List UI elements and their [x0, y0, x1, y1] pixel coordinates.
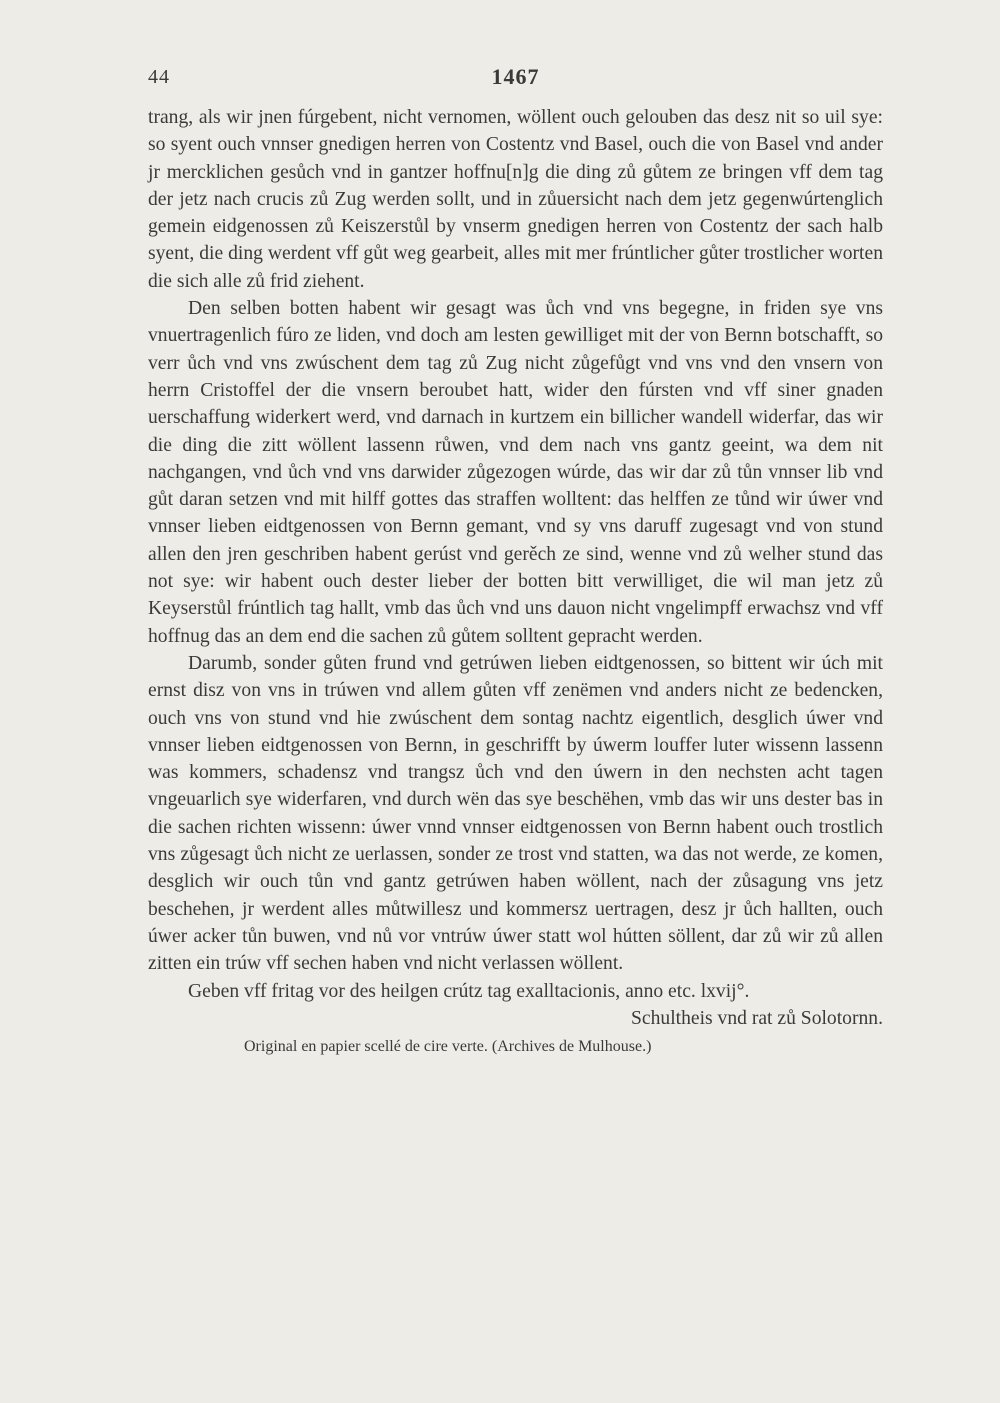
page-header	[148, 66, 883, 94]
paragraph-1: trang, als wir jnen fúrgebent, nicht vernomen, wöllent ouch gelouben das desz nit so uil sye: so syent ouch vnnser gnedigen herren von Costentz vnd Basel, ouch die von Basel vnd ander jr mercklichen gesůch vnd in gantzer hoffnu[n]g die ding zů gůtem ze bringen vff dem tag der jetz nach crucis zů Zug werden sollt, und in zůuersicht nach dem jetz gegenwúrtenglich gemein eidgenossen zů Keiszerstůl by vnserm gnedigen herren von Costentz der sach halb syent, die ding werdent vff gůt weg gearbeit, alles mit mer frúntlicher gůter trostlicher worten die sich alle zů frid ziehent.	[148, 107, 883, 292]
paragraph-3: Darumb, sonder gůten frund vnd getrúwen lieben eidtgenossen, so bittent wir úch mit ernst disz von vns in trúwen vnd allem gůten vff zenëmen vnd anders nicht ze bedencken, ouch vns von stund vnd hie zwúschent dem sontag nachtz eigentlich, desglich úwer vnd vnnser lieben eidtgenossen von Bernn, in geschrifft by úwerm louffer luter wissenn lassenn was kommers, schadensz vnd trangsz ůch vnd den úwern in den nechsten acht tagen vngeuarlich sye widerfaren, vnd durch wën das sye beschëhen, vmb das wir uns dester bas in die sachen richten wissenn: úwer vnnd vnnser eidtgenossen von Bernn habent ouch trostlich vns zůgesagt ůch nicht ze uerlassen, sonder ze trost vnd statten, wa das not werde, ze komen, desglich wir ouch tůn vnd gantz getrúwen haben wöllent, nach der zůsagung vns jetz beschehen, jr werdent alles můtwillesz und kommersz uertragen, desz jr ůch hallten, ouch úwer acker tůn buwen, vnd nů vor vntrúw úwer statt wol hútten söllent, dar zů wir zů allen zitten ein trúw vff sechen haben vnd nicht verlassen wöllent.	[148, 652, 883, 975]
dating-clause: Geben vff fritag vor des heilgen crútz tag exalltacionis, anno etc. lxvij°.	[188, 980, 750, 1002]
document-year: 1467	[491, 64, 540, 89]
document-body	[148, 104, 883, 1058]
page-number: 44	[148, 66, 170, 88]
source-note: Original en papier scellé de cire verte. (Archives de Mulhouse.)	[244, 1038, 652, 1056]
paragraph-2: Den selben botten habent wir gesagt was ůch vnd vns begegne, in friden sye vns vnuertragenlich fúro ze liden, vnd doch am lesten gewilliget mit der von Bernn botschafft, so verr ůch vnd vns zwúschent dem tag zů Zug nicht zůgefůgt vnd vns vnd den vnsern von herrn Cristoffel der die vnsern beroubet hatt, wider den fúrsten vnd vff siner gnaden uerschaffung widerkert werd, vnd darnach in kurtzem ein billicher wandell widerfar, das wir die ding die zitt wöllent lassenn růwen, vnd dem nach vns gantz geeint, wa dem nit nachgangen, vnd ůch vnd vns darwider zůgezogen wúrde, das wir dar zů tůn vnnser lib vnd gůt daran setzen vnd mit hilff gottes das straffen wolltent: das helffen ze tůnd wir úwer vnd vnnser lieben eidtgenossen von Bernn gemant, vnd sy vns daruff zugesagt vnd von stund allen den jren geschriben habent gerúst vnd gerěch ze sind, wenne vnd zů welher stund das not sye: wir habent ouch dester lieber der botten bitt verwilliget, die wil man jetz zů Keyserstůl frúntlich tag hallt, vmb das ůch vnd uns dauon nicht vngelimpff erwachsz vnd vff hoffnug das an dem end die sachen zů gůtem solltent gepracht werden.	[148, 298, 883, 647]
signature: Schultheis vnd rat zů Solotornn.	[631, 1007, 883, 1029]
